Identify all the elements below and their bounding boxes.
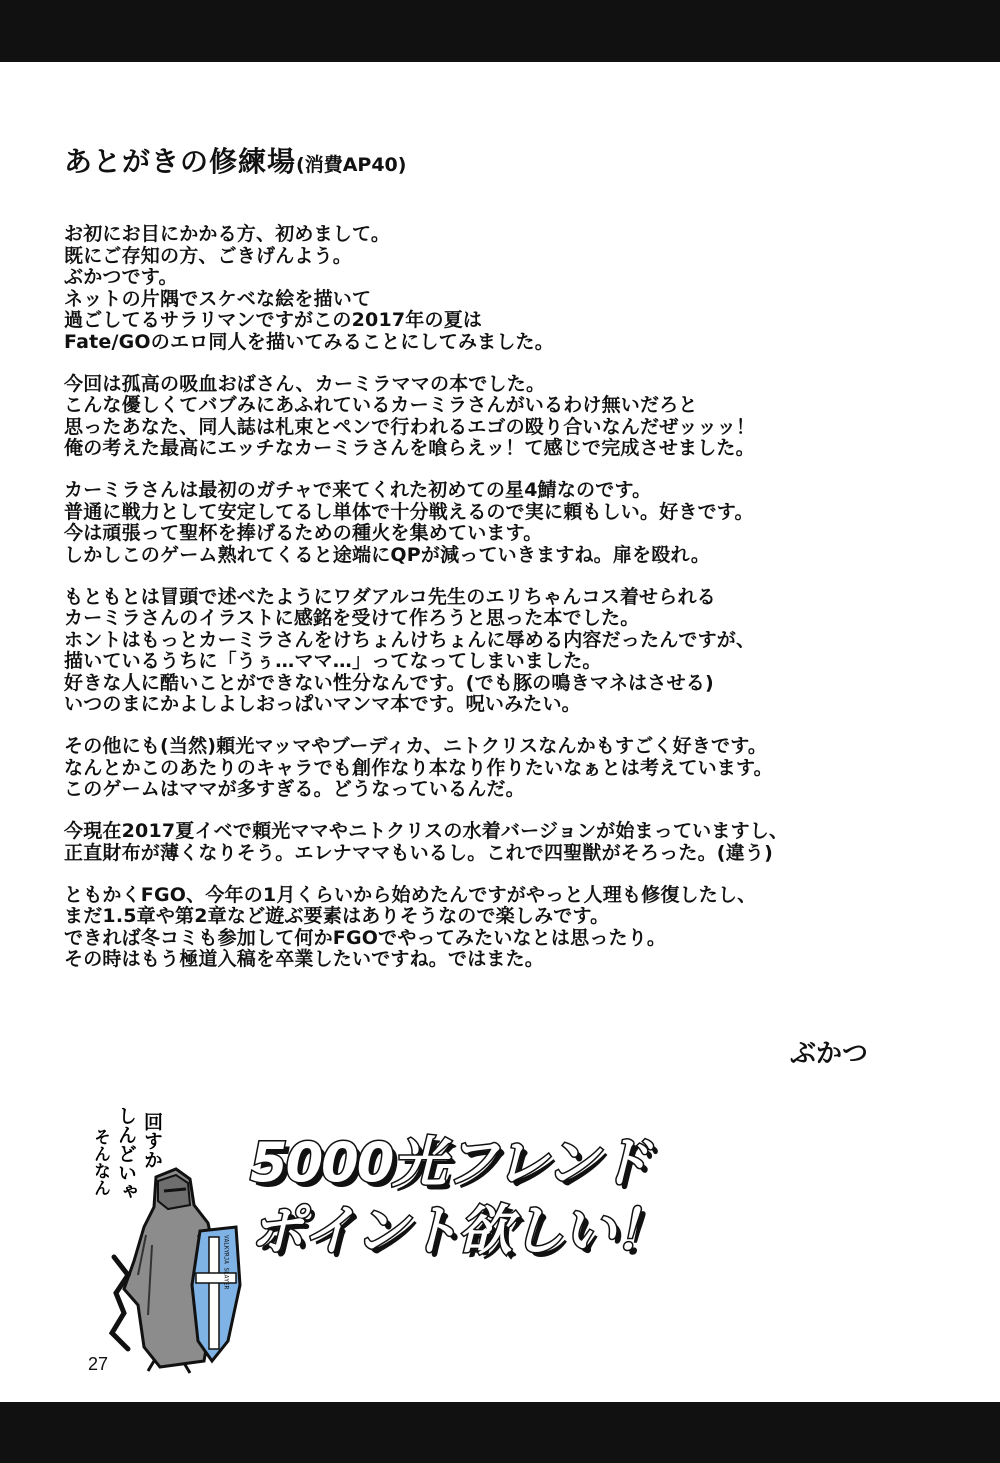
speech-column-3: そんなん xyxy=(90,1128,110,1196)
text-line: ホントはもっとカーミラさんをけちょんけちょんに辱める内容だったんですが、 xyxy=(64,628,756,651)
text-line: 普通に戦力として安定してるし単体で十分戦えるので実に頼もしい。好きです。 xyxy=(64,500,754,523)
paragraph xyxy=(64,736,944,801)
banner-line-1: 5000光フレンド xyxy=(250,1131,649,1194)
text-line: 今は頑張って聖杯を捧げるための種火を集めています。 xyxy=(64,522,543,544)
text-line: 思ったあなた、同人誌は札束とペンで行われるエゴの殴り合いなんだぜッッッ！ xyxy=(64,415,756,438)
text-line: Fate/GOのエロ同人を描いてみることにしてみました。 xyxy=(64,330,554,353)
paragraph xyxy=(64,480,944,566)
text-line: なんとかこのあたりのキャラでも創作なり本なり作りたいなぁとは考えています。 xyxy=(64,756,773,779)
paragraph xyxy=(64,587,944,716)
text-line: ともかくFGO、今年の1月くらいから始めたんですがやっと人理も修復したし、 xyxy=(64,883,757,906)
text-line: ネットの片隅でスケベな絵を描いて xyxy=(64,287,372,310)
text-line: しかしこのゲーム熟れてくると途端にQPが減っていきますね。扉を殴れ。 xyxy=(64,543,711,566)
text-line: カーミラさんのイラストに感銘を受けて作ろうと思った本でした。 xyxy=(64,607,640,629)
text-line: もともとは冒頭で述べたようにワダアルコ先生のエリちゃんコス着せられる xyxy=(64,585,716,608)
author-signature: ぶかつ xyxy=(790,1039,869,1069)
text-line: その他にも(当然)頼光マッマやブーディカ、ニトクリスなんかもすごく好きです。 xyxy=(64,735,768,757)
paragraph xyxy=(64,224,944,353)
text-line: ぶかつです。 xyxy=(64,266,178,288)
top-black-border xyxy=(0,0,1000,62)
page-number: 27 xyxy=(88,1354,109,1374)
text-line: カーミラさんは最初のガチャで来てくれた初めての星4鯖なのです。 xyxy=(64,479,652,501)
speech-column-1: 回すか xyxy=(141,1112,163,1169)
text-line: 既にご存知の方、ごきげんよう。 xyxy=(64,244,353,267)
bottom-black-border xyxy=(0,1402,1000,1463)
title-main: あとがきの修練場 xyxy=(64,145,297,178)
page-title xyxy=(64,140,406,180)
text-line: 今現在2017夏イベで頼光ママやニトクリスの水着バージョンが始まっていますし、 xyxy=(64,820,789,842)
text-line: こんな優しくてバブみにあふれているカーミラさんがいるわけ無いだろと xyxy=(64,394,698,416)
shield-lettering: VALKYRJA SLAYER xyxy=(222,1235,230,1290)
text-line: 正直財布が薄くなりそう。エレナママもいるし。これで四聖獣がそろった。(違う) xyxy=(64,841,773,864)
paragraph xyxy=(64,821,944,864)
afterword-body xyxy=(64,224,944,991)
text-line: 描いているうちに「うぅ…ママ…」ってなってしまいました。 xyxy=(64,650,602,672)
text-line: 今回は孤高の吸血おばさん、カーミラママの本でした。 xyxy=(64,372,546,395)
text-line: 過ごしてるサラリマンですがこの2017年の夏は xyxy=(64,309,483,331)
text-line: まだ1.5章や第2章など遊ぶ要素はありそうなので楽しみです。 xyxy=(64,905,610,927)
paragraph xyxy=(64,374,944,460)
paragraph xyxy=(64,885,944,971)
text-line: 俺の考えた最高にエッチなカーミラさんを喰らえッ！て感じで完成させました。 xyxy=(64,437,755,459)
banner-line-2: ポイント欲しい！ xyxy=(250,1199,666,1262)
text-line: このゲームはママが多すぎる。どうなっているんだ。 xyxy=(64,778,525,800)
speech-column-2: しんどいゃ xyxy=(115,1106,137,1201)
text-line: できれば冬コミも参加して何かFGOでやってみたいなとは思ったり。 xyxy=(64,926,667,949)
text-line: いつのまにかよしよしおっぱいマンマ本です。呪いみたい。 xyxy=(64,693,581,715)
friend-point-banner xyxy=(250,1120,760,1270)
knight-illustration xyxy=(98,1165,258,1375)
text-line: 好きな人に酷いことができない性分なんです。(でも豚の鳴きマネはさせる) xyxy=(64,671,714,694)
title-sub: (消費AP40) xyxy=(296,154,407,176)
text-line: お初にお目にかかる方、初めまして。 xyxy=(64,223,391,245)
text-line: その時はもう極道入稿を卒業したいですね。ではまた。 xyxy=(64,948,545,970)
